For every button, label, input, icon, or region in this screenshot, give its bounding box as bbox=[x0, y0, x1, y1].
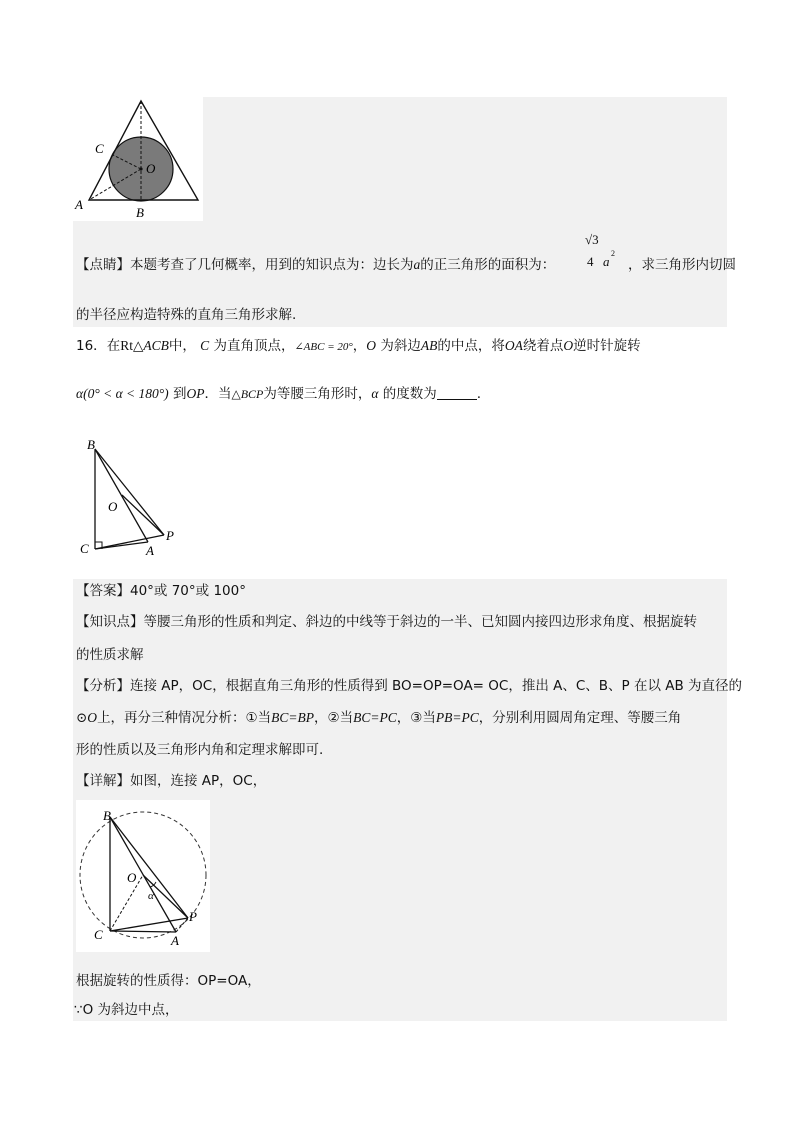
answer-blank bbox=[437, 387, 477, 400]
figure-incircle-triangle bbox=[73, 97, 203, 221]
segment-op bbox=[122, 495, 164, 535]
label-p: P bbox=[166, 528, 174, 543]
tail-line-1 bbox=[76, 972, 261, 990]
tail-line-2 bbox=[74, 1001, 179, 1019]
knowledge-tag: 【知识点】 bbox=[76, 614, 144, 630]
problem-text: ．当 bbox=[204, 386, 232, 402]
label-p: P bbox=[189, 909, 197, 924]
formula-a: a bbox=[603, 254, 610, 269]
analysis-line-3 bbox=[76, 741, 323, 759]
dianjing-line-1 bbox=[76, 256, 555, 274]
dianjing-line-1-end bbox=[628, 256, 736, 274]
analysis-text: 上，再分三种情况分析：①当 bbox=[97, 710, 272, 726]
triangle-acb: △ACB bbox=[132, 338, 169, 353]
label-b: B bbox=[103, 808, 111, 823]
label-o: O bbox=[146, 161, 156, 176]
analysis-text-3: 形的性质以及三角形内角和定理求解即可. bbox=[76, 742, 324, 758]
dianjing-text-1: 本题考查了几何概率，用到的知识点为：边长为 bbox=[130, 257, 414, 273]
answer-text: 40°或 70°或 100° bbox=[130, 583, 246, 599]
segment-oa: OA bbox=[504, 338, 523, 353]
label-b: B bbox=[87, 437, 95, 452]
problem-16-diagram bbox=[76, 435, 186, 560]
dianjing-line-2-text: 的半径应构造特殊的直角三角形求解. bbox=[76, 307, 297, 323]
analysis-line-2 bbox=[76, 709, 681, 727]
incircle-diagram bbox=[73, 97, 203, 221]
detail-text: 如图，连接 AP，OC， bbox=[130, 773, 267, 789]
problem-text: 绕着点 bbox=[522, 338, 564, 354]
label-c: C bbox=[94, 927, 103, 942]
dianjing-tag: 【点睛】 bbox=[76, 257, 130, 273]
segment-bp bbox=[110, 817, 188, 918]
knowledge-line-2 bbox=[76, 646, 144, 664]
area-formula bbox=[584, 232, 630, 276]
problem-text: . bbox=[476, 386, 482, 402]
detail-line bbox=[76, 772, 266, 790]
var-a: a bbox=[413, 257, 421, 272]
analysis-text: ，③当 bbox=[396, 710, 436, 726]
label-c: C bbox=[95, 141, 104, 156]
knowledge-text-2: 的性质求解 bbox=[76, 647, 144, 663]
label-b: B bbox=[136, 205, 144, 220]
problem-text: 到 bbox=[172, 386, 187, 402]
analysis-text: ，分别利用圆周角定理、等腰三角 bbox=[478, 710, 682, 726]
label-a: A bbox=[75, 197, 83, 212]
circle-o: ⊙O bbox=[76, 710, 98, 725]
tail-text-2: ∵O 为斜边中点， bbox=[74, 1002, 179, 1018]
analysis-line-1 bbox=[76, 677, 742, 695]
case-2: BC=PC bbox=[353, 710, 397, 725]
problem-text: 为直角顶点， bbox=[213, 338, 295, 354]
side-ca bbox=[110, 931, 176, 932]
tail-text-1: 根据旋转的性质得：OP=OA， bbox=[76, 973, 261, 989]
segment-op: OP bbox=[186, 386, 205, 401]
dianjing-text-3: ，求三角形内切圆 bbox=[628, 257, 736, 273]
label-a: A bbox=[171, 933, 179, 948]
analysis-text: ，②当 bbox=[314, 710, 354, 726]
answer-line bbox=[76, 582, 246, 600]
triangle-bcp: △BCP bbox=[231, 387, 264, 401]
detail-diagram bbox=[76, 800, 210, 952]
label-o: O bbox=[127, 870, 137, 885]
problem-text: 的度数为 bbox=[382, 386, 437, 402]
point-o: O bbox=[563, 338, 574, 353]
dianjing-line-2 bbox=[76, 306, 296, 324]
problem-text: 中， bbox=[168, 338, 196, 354]
formula-exponent: 2 bbox=[611, 249, 615, 258]
problem-text: 为等腰三角形时， bbox=[263, 386, 372, 402]
problem-text: 为斜边 bbox=[380, 338, 421, 354]
angle-abc: ∠ABC = 20° bbox=[294, 341, 353, 353]
label-o: O bbox=[108, 499, 118, 514]
label-alpha: α bbox=[148, 890, 154, 902]
problem-text: 的中点，将 bbox=[437, 338, 505, 354]
analysis-text-1: 连接 AP，OC，根据直角三角形的性质得到 BO=OP=OA= OC，推出 A、C、B、P 在以 AB 为直径的 bbox=[130, 678, 743, 694]
side-ba bbox=[110, 817, 176, 932]
segment-ab: AB bbox=[420, 338, 438, 353]
alpha-range: α(0° < α < 180°) bbox=[76, 386, 169, 401]
segment-bp bbox=[95, 449, 164, 535]
figure-problem-16 bbox=[76, 435, 186, 560]
alpha-symbol: α bbox=[371, 386, 379, 401]
answer-tag: 【答案】 bbox=[76, 583, 130, 599]
problem-16-line-1 bbox=[76, 337, 641, 356]
problem-text: ， bbox=[352, 338, 367, 354]
detail-tag: 【详解】 bbox=[76, 773, 130, 789]
rt-symbol: Rt bbox=[120, 338, 133, 353]
figure-detail bbox=[76, 800, 210, 952]
problem-16-line-2 bbox=[76, 385, 481, 403]
side-ba bbox=[95, 449, 148, 542]
problem-text: 逆时针旋转 bbox=[573, 338, 641, 354]
dianjing-text-2: 的正三角形的面积为： bbox=[420, 257, 556, 273]
label-c: C bbox=[80, 541, 89, 556]
knowledge-line-1 bbox=[76, 613, 697, 631]
case-1: BC=BP bbox=[271, 710, 315, 725]
formula-sqrt3: √3 bbox=[585, 232, 599, 247]
point-c: C bbox=[200, 338, 210, 353]
knowledge-text-1: 等腰三角形的性质和判定、斜边的中线等于斜边的一半、已知圆内接四边形求角度、根据旋转 bbox=[143, 614, 697, 630]
label-a: A bbox=[146, 543, 154, 558]
case-3: PB=PC bbox=[435, 710, 479, 725]
problem-text: 在 bbox=[106, 338, 121, 354]
problem-number: 16． bbox=[76, 338, 107, 354]
formula-denominator: 4 bbox=[587, 254, 594, 269]
point-o: O bbox=[366, 338, 377, 353]
center-point bbox=[139, 167, 142, 170]
analysis-tag: 【分析】 bbox=[76, 678, 130, 694]
